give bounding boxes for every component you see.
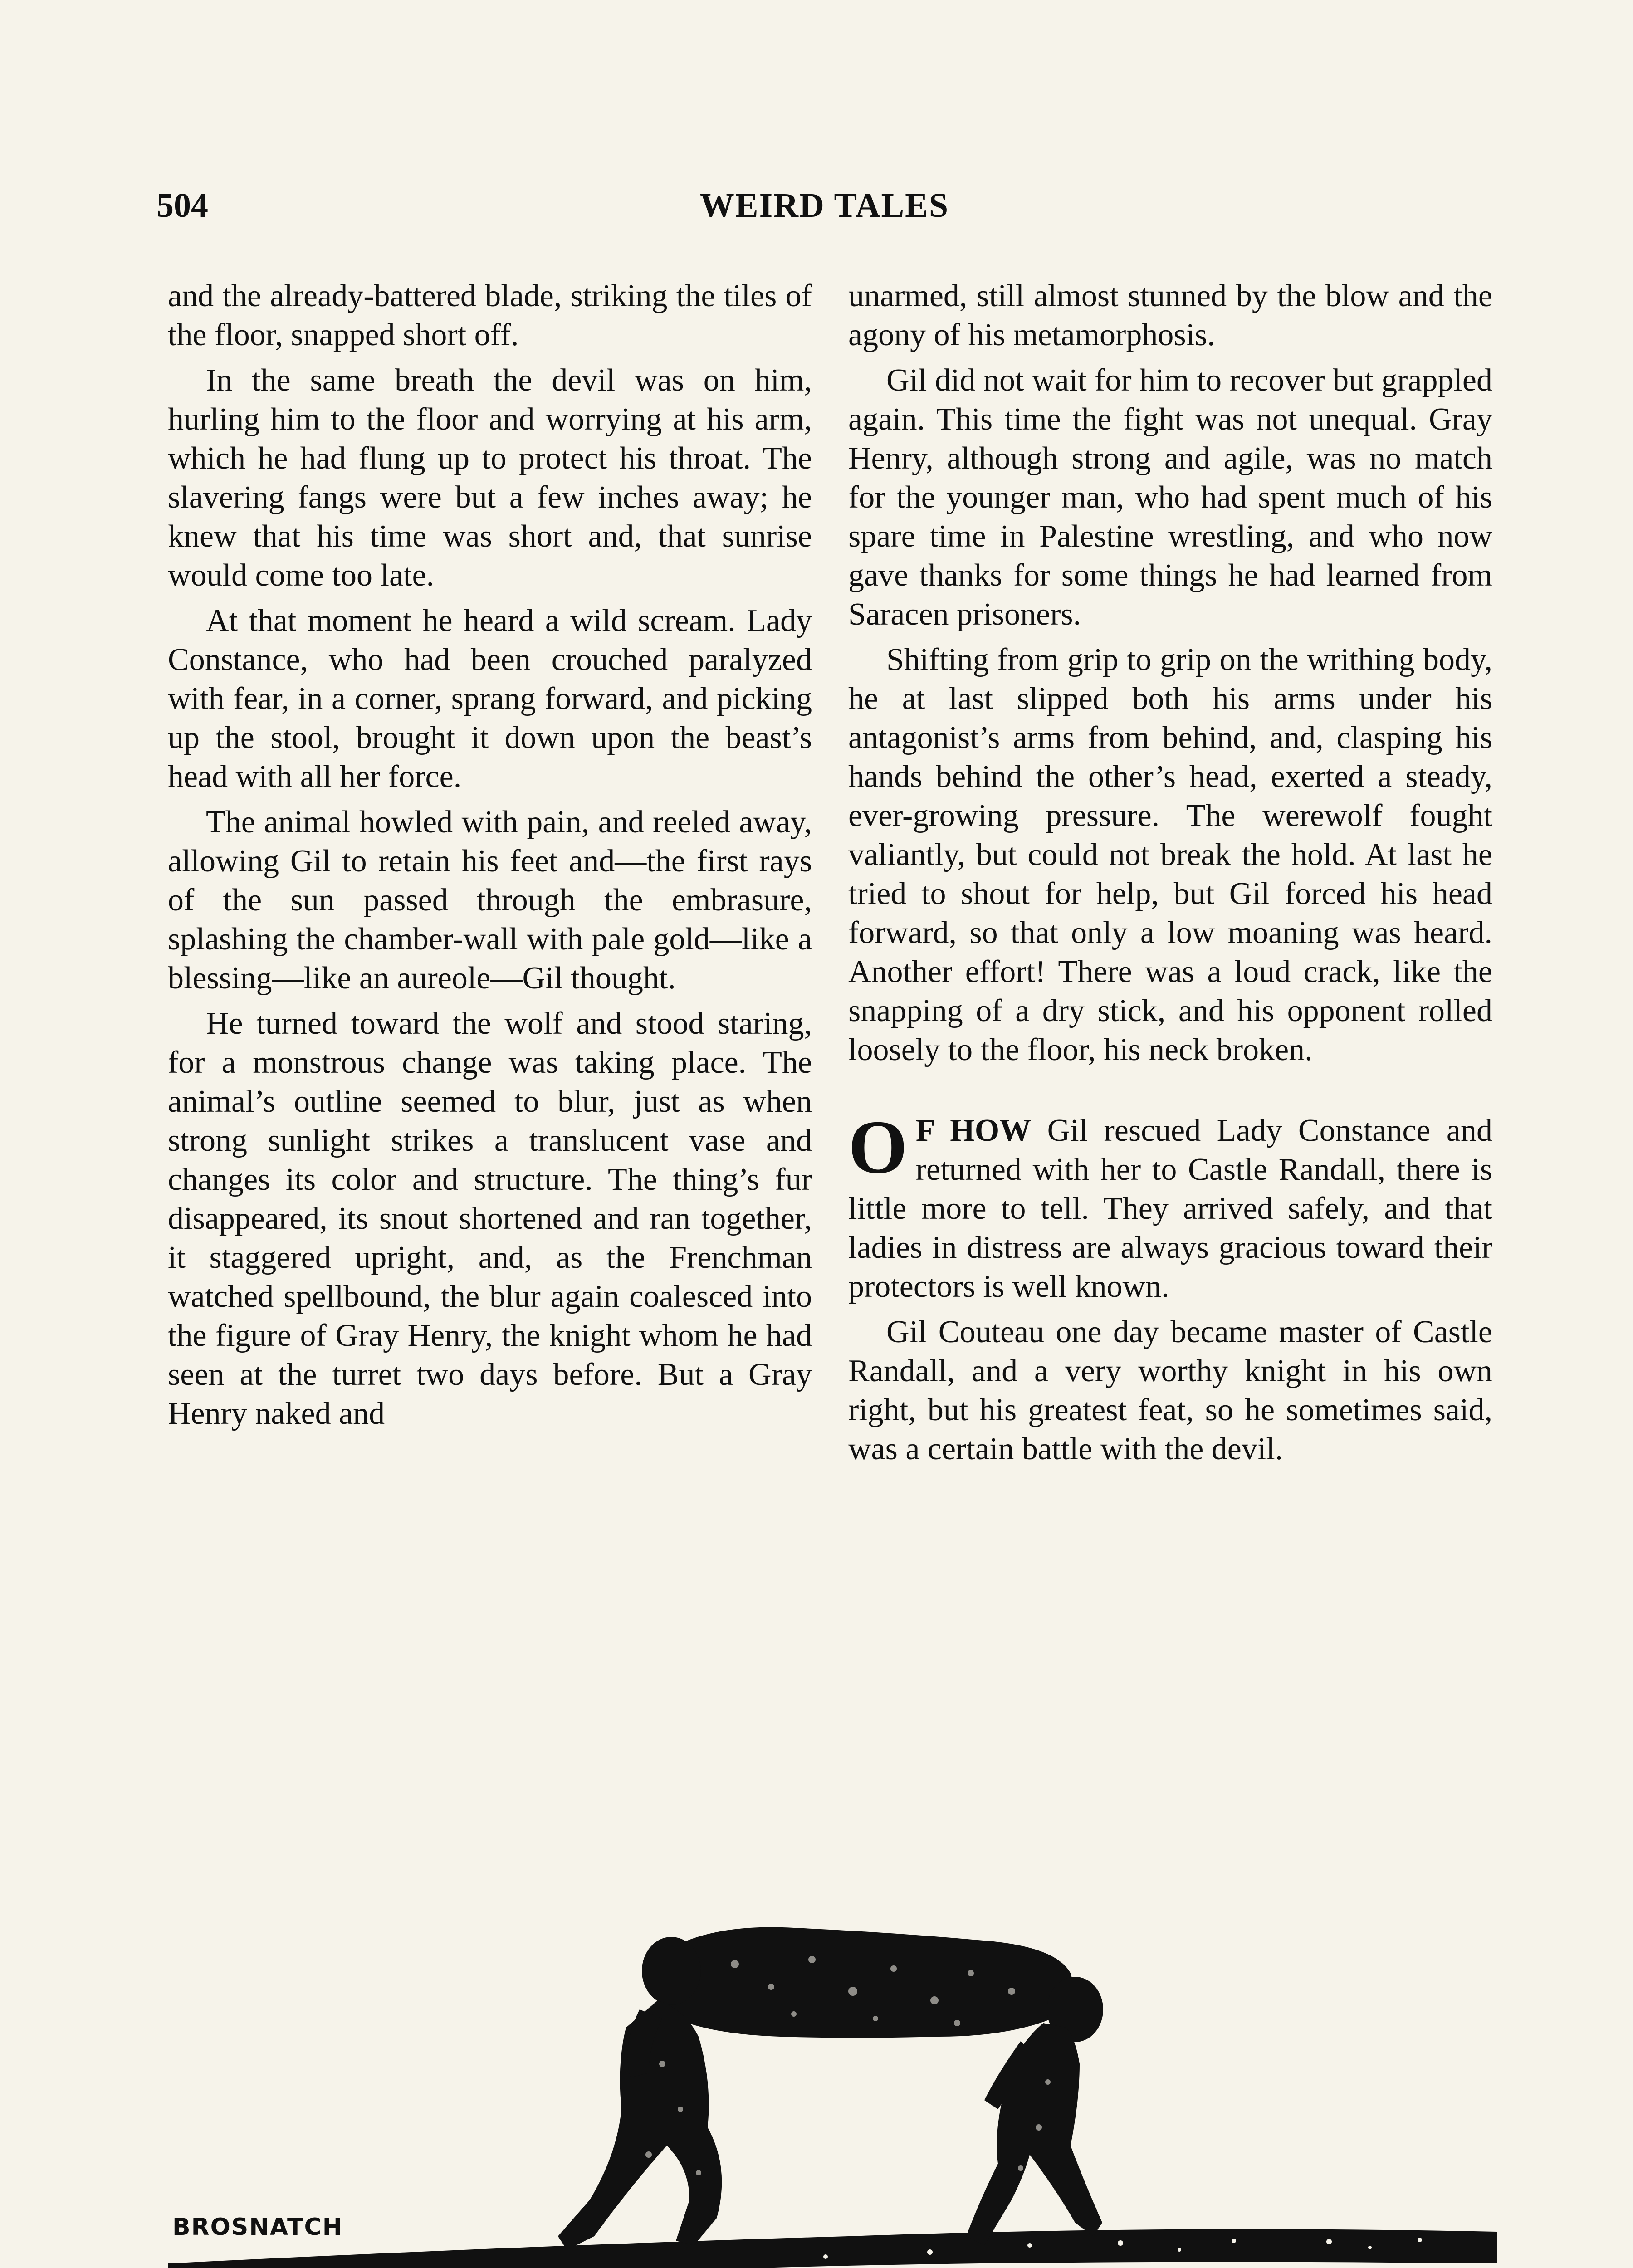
paragraph: Gil Couteau one day became master of Castle Randall, and a very worthy knight in his own right, but his greatest feat, so he sometimes said, was a certain battle with the devil. xyxy=(848,1315,1492,1466)
paragraph: unarmed, still almost stunned by the blow and the agony of his metamorphosis. xyxy=(848,279,1492,352)
paragraph: In the same breath the devil was on him, hurling him to the floor and worrying at his arm, which he had flung up to protect his throat. The slavering fangs were but a few inches away; he knew that his time was short and, that sunrise would come too late. xyxy=(168,363,812,593)
right-column xyxy=(848,277,1492,1475)
running-head: WEIRD TALES xyxy=(699,186,949,225)
page-number: 504 xyxy=(156,186,208,225)
section-opening-paragraph xyxy=(848,1105,1492,1306)
paragraph: Gil did not wait for him to recover but grappled again. This time the fight was not unequal. Gray Henry, although strong and agile, was no match for the younger man, who had spent much of his spare time in Palestine wrestling, and who now gave thanks for some things he had learned from Saracen prisoners. xyxy=(848,363,1492,632)
wrestlers-silhouette-illustration xyxy=(168,1873,1497,2268)
page-header xyxy=(156,186,1492,236)
paragraph: The animal howled with pain, and reeled away, allowing Gil to retain his feet and—the first rays of the sun passed through the embrasure, splashing the chamber-wall with pale gold—like a blessing—like an aureole—Gil thought. xyxy=(168,805,812,996)
paragraph: Shifting from grip to grip on the writhing body, he at last slipped both his arms under his antagonist’s arms from behind, and, clasping his hands behind the other’s head, exerted a steady, ever-growing pressure. The werewolf fought valiantly, but could not break the hold. At last he tried to shout for help, but Gil forced his head forward, so that only a low moaning was heard. Another effort! There was a loud crack, like the snapping of a dry stick, and his opponent rolled loosely to the floor, his neck broken. xyxy=(848,642,1492,1067)
paragraph: and the already-battered blade, striking the tiles of the floor, snapped short off. xyxy=(168,279,812,352)
artist-signature: BROSNATCH xyxy=(172,2214,343,2241)
paragraph: He turned toward the wolf and stood staring, for a monstrous change was taking place. The animal’s outline seemed to blur, just as when strong sunlight strikes a translucent vase and changes its color and structure. The thing’s fur disappeared, its snout shortened and ran together, it staggered upright, and, as the Frenchman watched spellbound, the blur again coalesced into the figure of Gray Henry, the knight whom he had seen at the turret two days before. But a Gray Henry naked and xyxy=(168,1006,812,1431)
small-caps-lead: F HOW xyxy=(915,1113,1032,1148)
left-column xyxy=(168,277,812,1440)
paragraph: At that moment he heard a wild scream. Lady Constance, who had been crouched paralyzed with fear, in a corner, sprang forward, and picking up the stool, brought it down upon the beast’s head with all her force. xyxy=(168,603,812,794)
drop-cap: O xyxy=(848,1105,908,1189)
paragraph-text: Gil rescued Lady Constance and returned with her to Castle Randall, there is little more to tell. They arrived safely, and that ladies in distress are always gracious toward their protectors is well known. xyxy=(848,1113,1492,1304)
illustration xyxy=(168,1873,1497,2268)
